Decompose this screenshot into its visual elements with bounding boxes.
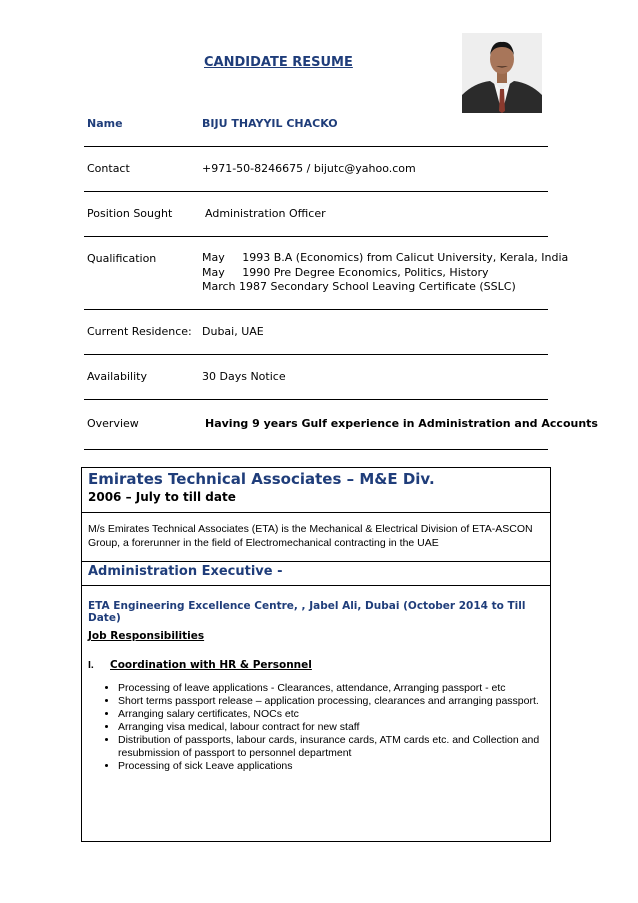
divider: [84, 236, 548, 237]
residence-value: Dubai, UAE: [202, 325, 264, 338]
name-value: BIJU THAYYIL CHACKO: [202, 117, 338, 130]
divider: [84, 449, 548, 450]
resume-title: CANDIDATE RESUME: [204, 55, 353, 70]
section-title: Coordination with HR & Personnel: [110, 659, 312, 671]
overview-label: Overview: [87, 417, 139, 430]
position-label: Position Sought: [87, 207, 173, 220]
qualification-line: May 1993 B.A (Economics) from Calicut University, Kerala, India: [202, 251, 569, 264]
responsibility-list: [94, 682, 558, 773]
list-item: • Processing of sick Leave applications: [118, 760, 558, 773]
list-item: • Processing of leave applications - Clearances, attendance, Arranging passport - etc: [118, 682, 558, 695]
list-item: • Arranging visa medical, labour contract for new staff: [118, 721, 558, 734]
qualification-label: Qualification: [87, 252, 157, 265]
availability-label: Availability: [87, 370, 147, 383]
qualification-line: March 1987 Secondary School Leaving Certificate (SSLC): [202, 280, 516, 293]
divider: [84, 146, 548, 147]
work-location: ETA Engineering Excellence Centre, , Jabel Ali, Dubai (October 2014 to Till Date): [88, 600, 526, 624]
box-divider: [82, 585, 550, 586]
position-value: Administration Officer: [205, 207, 326, 220]
candidate-photo: [462, 33, 542, 113]
employment-period: 2006 – July to till date: [88, 490, 236, 504]
contact-label: Contact: [87, 162, 130, 175]
divider: [84, 191, 548, 192]
list-item: • Short terms passport release – application processing, clearances and arranging passport.: [118, 695, 558, 708]
divider: [84, 399, 548, 400]
contact-value: +971-50-8246675 / bijutc@yahoo.com: [202, 162, 416, 175]
responsibilities-heading: Job Responsibilities: [88, 630, 205, 642]
qualification-line: May 1990 Pre Degree Economics, Politics, History: [202, 265, 489, 279]
list-item: • Arranging salary certificates, NOCs etc: [118, 708, 558, 721]
name-label: Name: [87, 117, 123, 130]
divider: [84, 309, 548, 310]
role-title: Administration Executive -: [88, 564, 283, 579]
company-description: M/s Emirates Technical Associates (ETA) is the Mechanical & Electrical Division of ETA-ASCON Group, a forerunner in the field of Electromechanical contracting in the UAE: [88, 523, 533, 549]
box-divider: [82, 512, 550, 513]
section-number: I.: [88, 659, 94, 671]
divider: [84, 354, 548, 355]
residence-label: Current Residence:: [87, 325, 192, 338]
box-divider: [82, 561, 550, 562]
experience-box: [81, 467, 551, 842]
company-name: Emirates Technical Associates – M&E Div.: [88, 470, 435, 488]
availability-value: 30 Days Notice: [202, 370, 286, 383]
list-item: • Distribution of passports, labour cards, insurance cards, ATM cards etc. and Collection and resubmission of passport to personnel department: [118, 734, 558, 760]
overview-value: Having 9 years Gulf experience in Administration and Accounts: [205, 417, 598, 430]
